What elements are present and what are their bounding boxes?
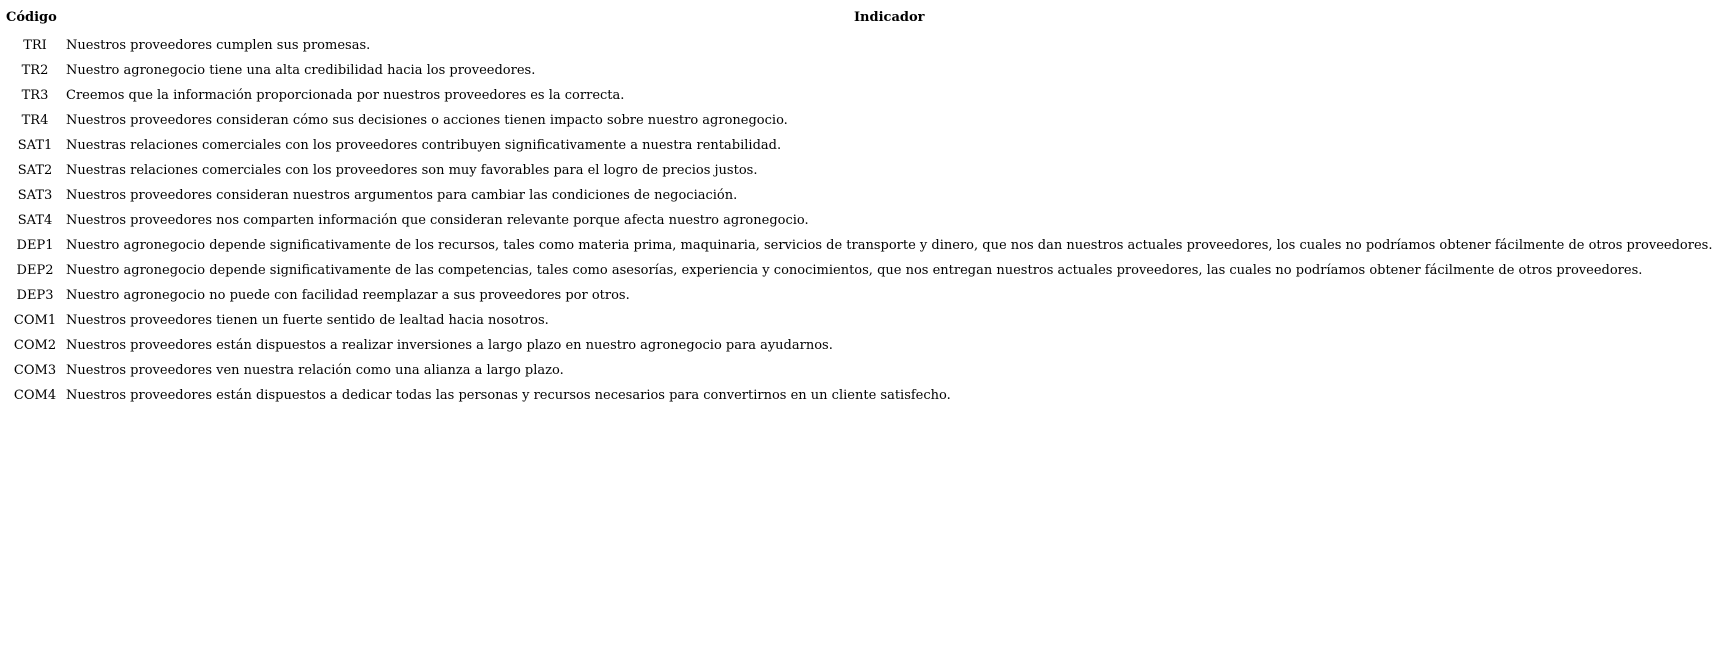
row-code: TRI <box>23 38 47 53</box>
row-code: SAT1 <box>17 138 53 153</box>
row-indicator: Nuestros proveedores consideran nuestros argumentos para cambiar las condiciones de negociación. <box>66 188 738 203</box>
table-row <box>4 83 1712 108</box>
row-code: COM2 <box>13 338 57 353</box>
row-code: DEP2 <box>16 263 54 278</box>
row-indicator: Nuestro agronegocio depende significativamente de las competencias, tales como asesorías, experiencia y conocimientos, que nos entregan nuestros actuales proveedores, las cuales no podríamos obtener fácilmente de otros proveedores. <box>66 263 1643 278</box>
row-indicator: Nuestro agronegocio no puede con facilidad reemplazar a sus proveedores por otros. <box>66 288 630 303</box>
row-code: DEP1 <box>16 238 54 253</box>
table-row <box>4 233 1712 258</box>
indicators-table <box>4 8 1712 408</box>
table-row <box>4 358 1712 383</box>
row-indicator: Creemos que la información proporcionada por nuestros proveedores es la correcta. <box>66 88 625 103</box>
table-row <box>4 283 1712 308</box>
row-indicator: Nuestros proveedores cumplen sus promesas. <box>66 38 371 53</box>
table-row <box>4 58 1712 83</box>
table-row <box>4 183 1712 208</box>
row-indicator: Nuestros proveedores nos comparten información que consideran relevante porque afecta nuestro agronegocio. <box>66 213 809 228</box>
row-code: SAT2 <box>17 163 53 178</box>
table-row <box>4 133 1712 158</box>
row-code: SAT4 <box>17 213 53 228</box>
table-row <box>4 258 1712 283</box>
row-indicator: Nuestras relaciones comerciales con los proveedores contribuyen significativamente a nuestra rentabilidad. <box>66 138 782 153</box>
row-indicator: Nuestros proveedores tienen un fuerte sentido de lealtad hacia nosotros. <box>66 313 549 328</box>
row-indicator: Nuestras relaciones comerciales con los proveedores son muy favorables para el logro de precios justos. <box>66 163 758 178</box>
row-code: COM3 <box>13 363 57 378</box>
table-row <box>4 333 1712 358</box>
table-row <box>4 158 1712 183</box>
row-code: TR2 <box>21 63 49 78</box>
table-row <box>4 108 1712 133</box>
row-code: TR3 <box>21 88 49 103</box>
header-code: Código <box>6 9 57 25</box>
row-indicator: Nuestro agronegocio tiene una alta credibilidad hacia los proveedores. <box>66 63 536 78</box>
row-indicator: Nuestro agronegocio depende significativamente de los recursos, tales como materia prima, maquinaria, servicios de transporte y dinero, que nos dan nuestros actuales proveedores, los cuales no podríamos obtener fácilmente de otros proveedores. <box>66 238 1713 253</box>
table-header-row <box>4 8 1712 33</box>
row-code: SAT3 <box>17 188 53 203</box>
row-code: DEP3 <box>16 288 54 303</box>
row-code: COM1 <box>13 313 57 328</box>
row-code: COM4 <box>13 388 57 403</box>
header-indicator: Indicador <box>853 9 925 25</box>
row-indicator: Nuestros proveedores ven nuestra relación como una alianza a largo plazo. <box>66 363 564 378</box>
row-indicator: Nuestros proveedores están dispuestos a dedicar todas las personas y recursos necesarios para convertirnos en un cliente satisfecho. <box>66 388 951 403</box>
table-row <box>4 208 1712 233</box>
table-row <box>4 33 1712 58</box>
row-indicator: Nuestros proveedores están dispuestos a realizar inversiones a largo plazo en nuestro agronegocio para ayudarnos. <box>66 338 833 353</box>
table-row <box>4 383 1712 408</box>
row-indicator: Nuestros proveedores consideran cómo sus decisiones o acciones tienen impacto sobre nuestro agronegocio. <box>66 113 788 128</box>
table-row <box>4 308 1712 333</box>
row-code: TR4 <box>21 113 49 128</box>
